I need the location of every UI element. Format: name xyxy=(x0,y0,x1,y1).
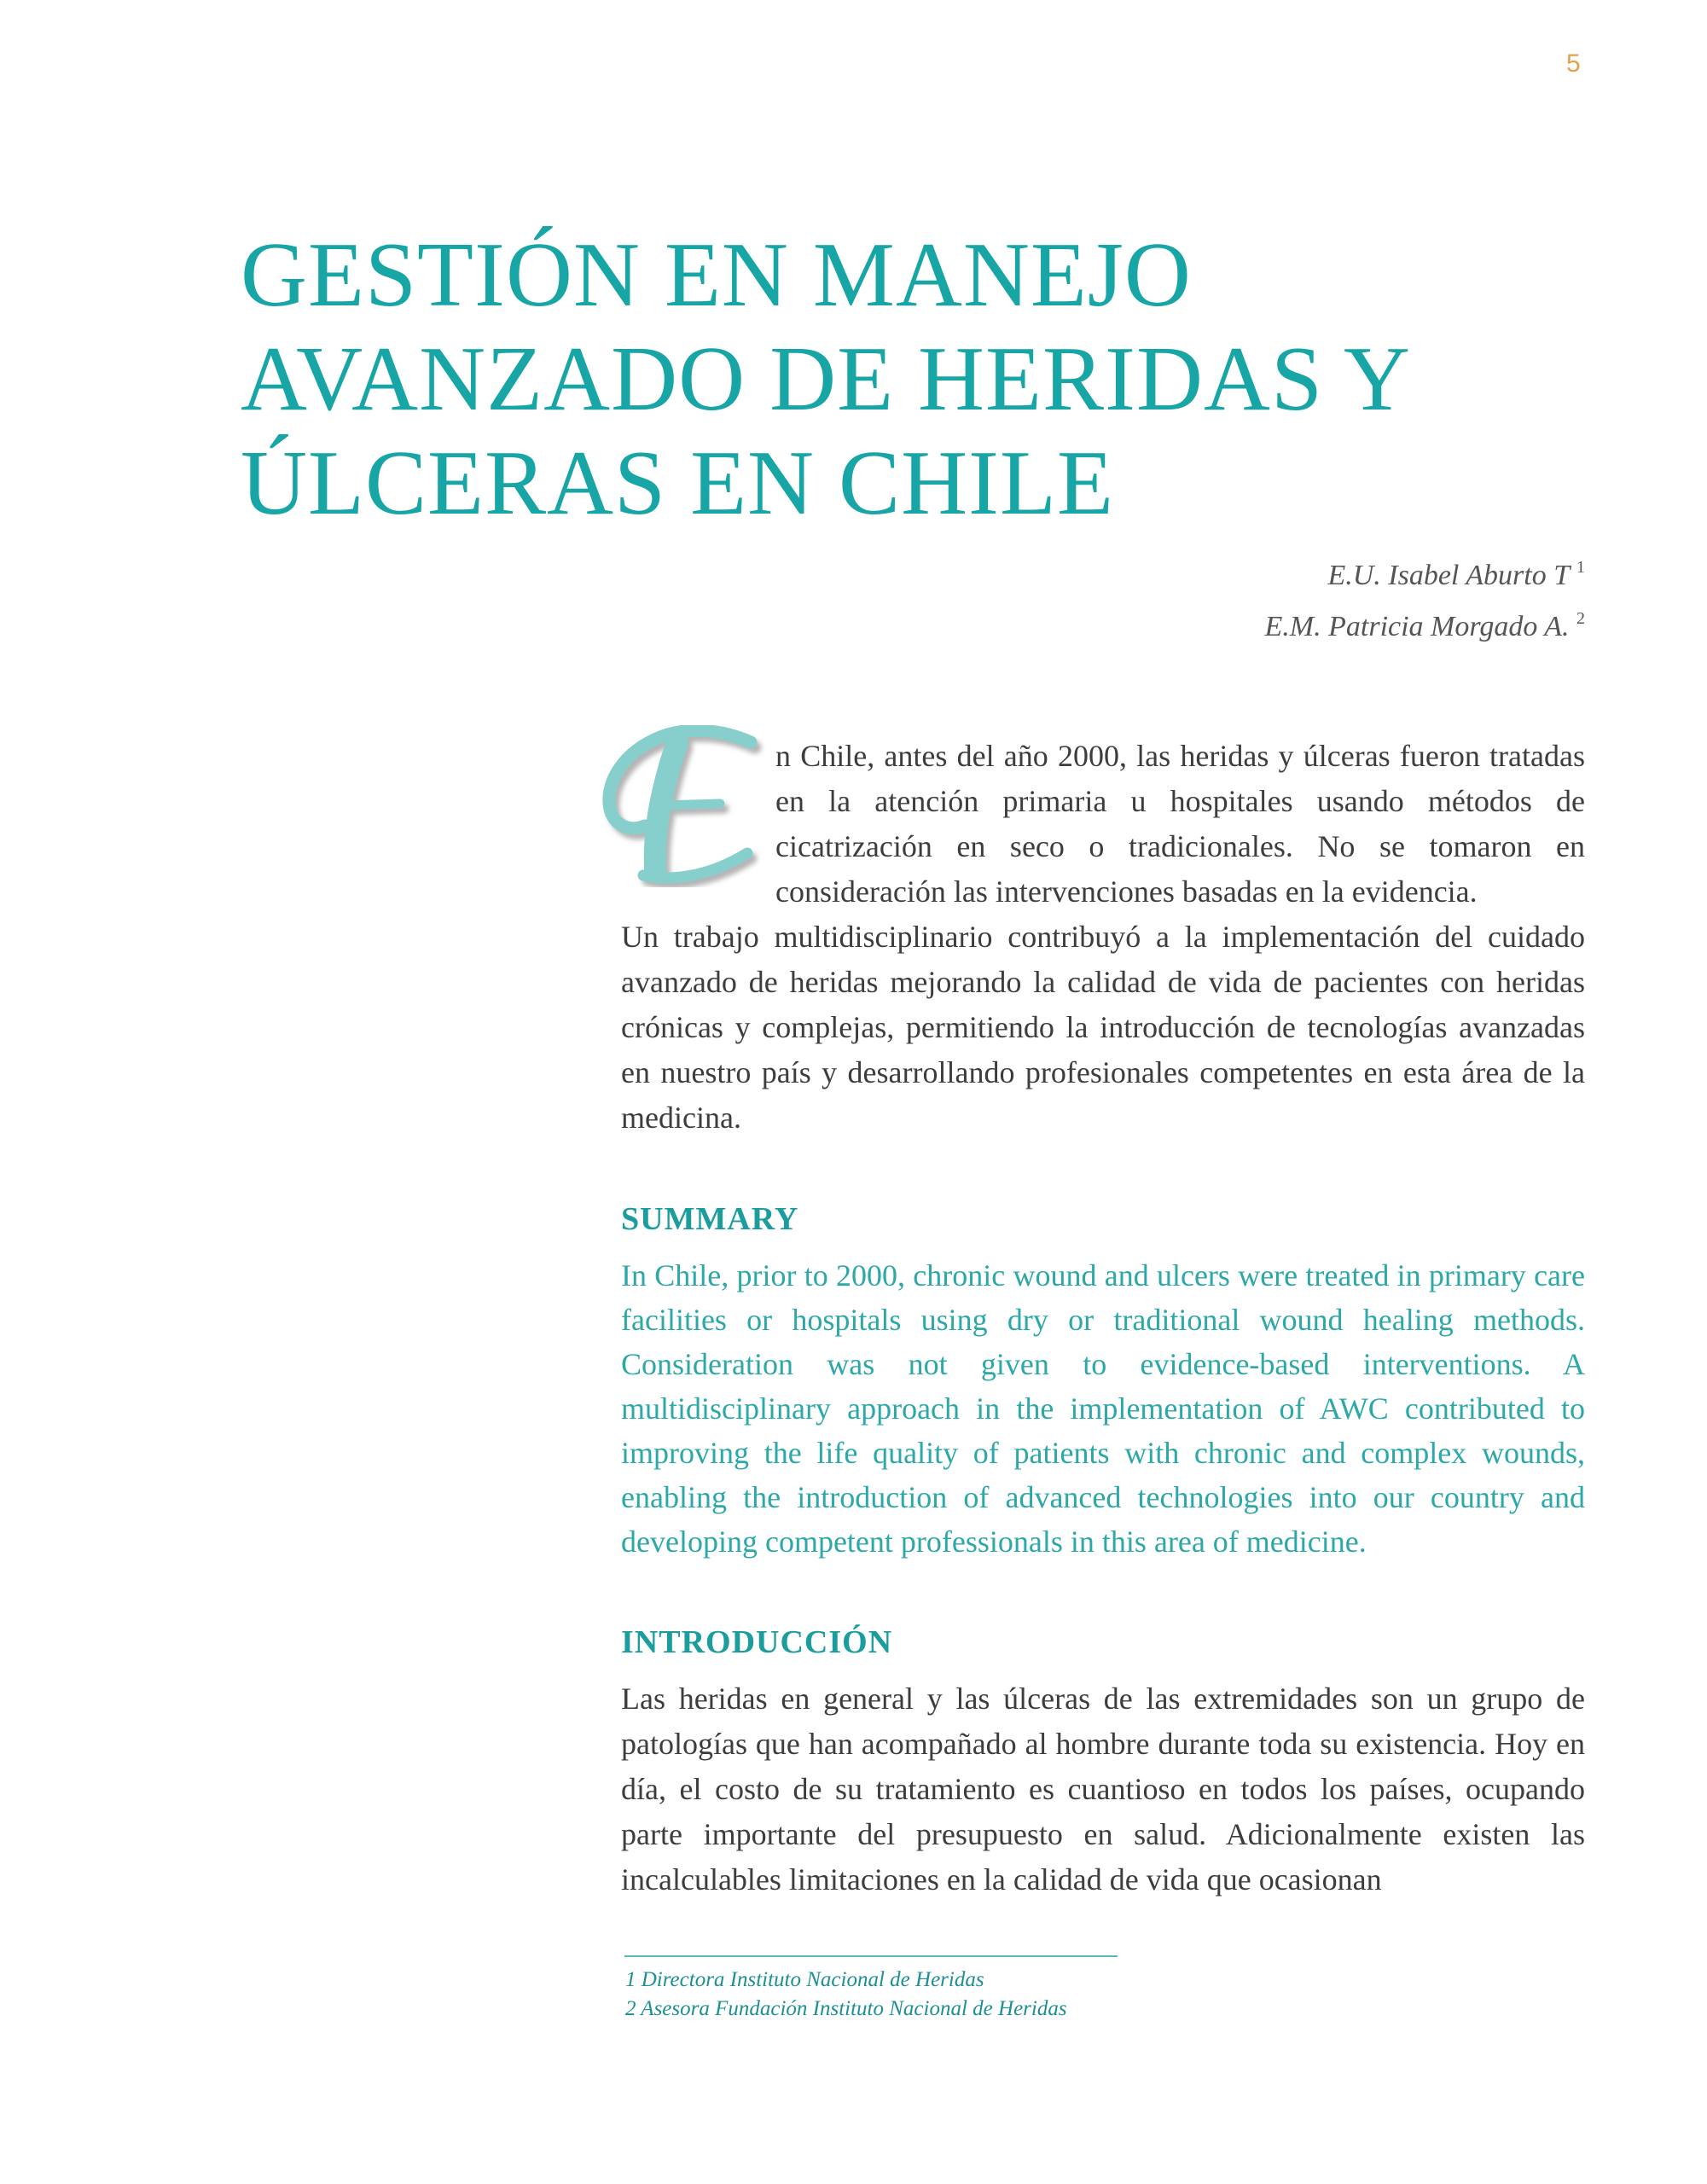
author-2-ref: 2 xyxy=(1576,609,1585,628)
title-line-2: AVANZADO DE HERIDAS Y xyxy=(241,328,1412,430)
title-line-1: GESTIÓN EN MANEJO xyxy=(241,224,1192,326)
svg-text:E: E xyxy=(592,725,593,726)
author-1: E.U. Isabel Aburto T $^1$ xyxy=(1327,558,1585,591)
dropcap-letter xyxy=(592,725,767,870)
author-list xyxy=(1265,546,1585,648)
introduccion-text: Las heridas en general y las úlceras de las extremidades son un grupo de patologías que han acompañado al hombre durante toda su existencia. Hoy en día, el costo de su tratamiento es cuantioso en todos los países, ocupando parte importante del presupuesto en salud. Adicionalmente existen las incalculables limitaciones en la calidad de vida que ocasionan xyxy=(621,1682,1585,1896)
title-line-3: ÚLCERAS EN CHILE xyxy=(241,433,1114,534)
footnotes xyxy=(625,1966,1067,2024)
footnote-divider xyxy=(624,1955,1118,1957)
introduccion-heading: INTRODUCCIÓN xyxy=(621,1624,893,1660)
summary-heading: SUMMARY xyxy=(621,1201,799,1237)
abstract-lead-paragraph xyxy=(592,725,1585,915)
abstract-second-paragraph: Un trabajo multidisciplinario contribuyó a la implementación del cuidado avanzado de heridas mejorando la calidad de vida de pacientes con heridas crónicas y complejas, permitiendo la introducción de tecnologías avanzadas en nuestro país y desarrollando profesionales competentes en esta área de la medicina. xyxy=(621,920,1585,1135)
abstract-lead-text: n Chile, antes del año 2000, las heridas y úlceras fueron tratadas en la atención primaria u hospitales usando métodos de cicatrización en seco o tradicionales. No se tomaron en consideración las intervenciones basadas en la evidencia. xyxy=(775,739,1585,909)
footnote-2: 2 Asesora Fundación Instituto Nacional de Heridas xyxy=(625,1997,1067,2020)
footnote-1: 1 Directora Instituto Nacional de Heridas xyxy=(625,1968,984,1991)
author-1-ref: 1 xyxy=(1576,558,1585,577)
summary-text: In Chile, prior to 2000, chronic wound and ulcers were treated in primary care facilities or hospitals using dry or traditional wound healing methods. Consideration was not given to evidence-based interventions. A multidisciplinary approach in the implementation of AWC contributed to improving the life quality of patients with chronic and complex wounds, enabling the introduction of advanced technologies into our country and developing competent professionals in this area of medicine. xyxy=(621,1258,1585,1559)
page-number: 5 xyxy=(1566,49,1581,78)
main-content xyxy=(592,725,1585,1902)
article-title xyxy=(241,224,1605,536)
author-2: E.M. Patricia Morgado A. $^2$ xyxy=(1264,609,1585,642)
